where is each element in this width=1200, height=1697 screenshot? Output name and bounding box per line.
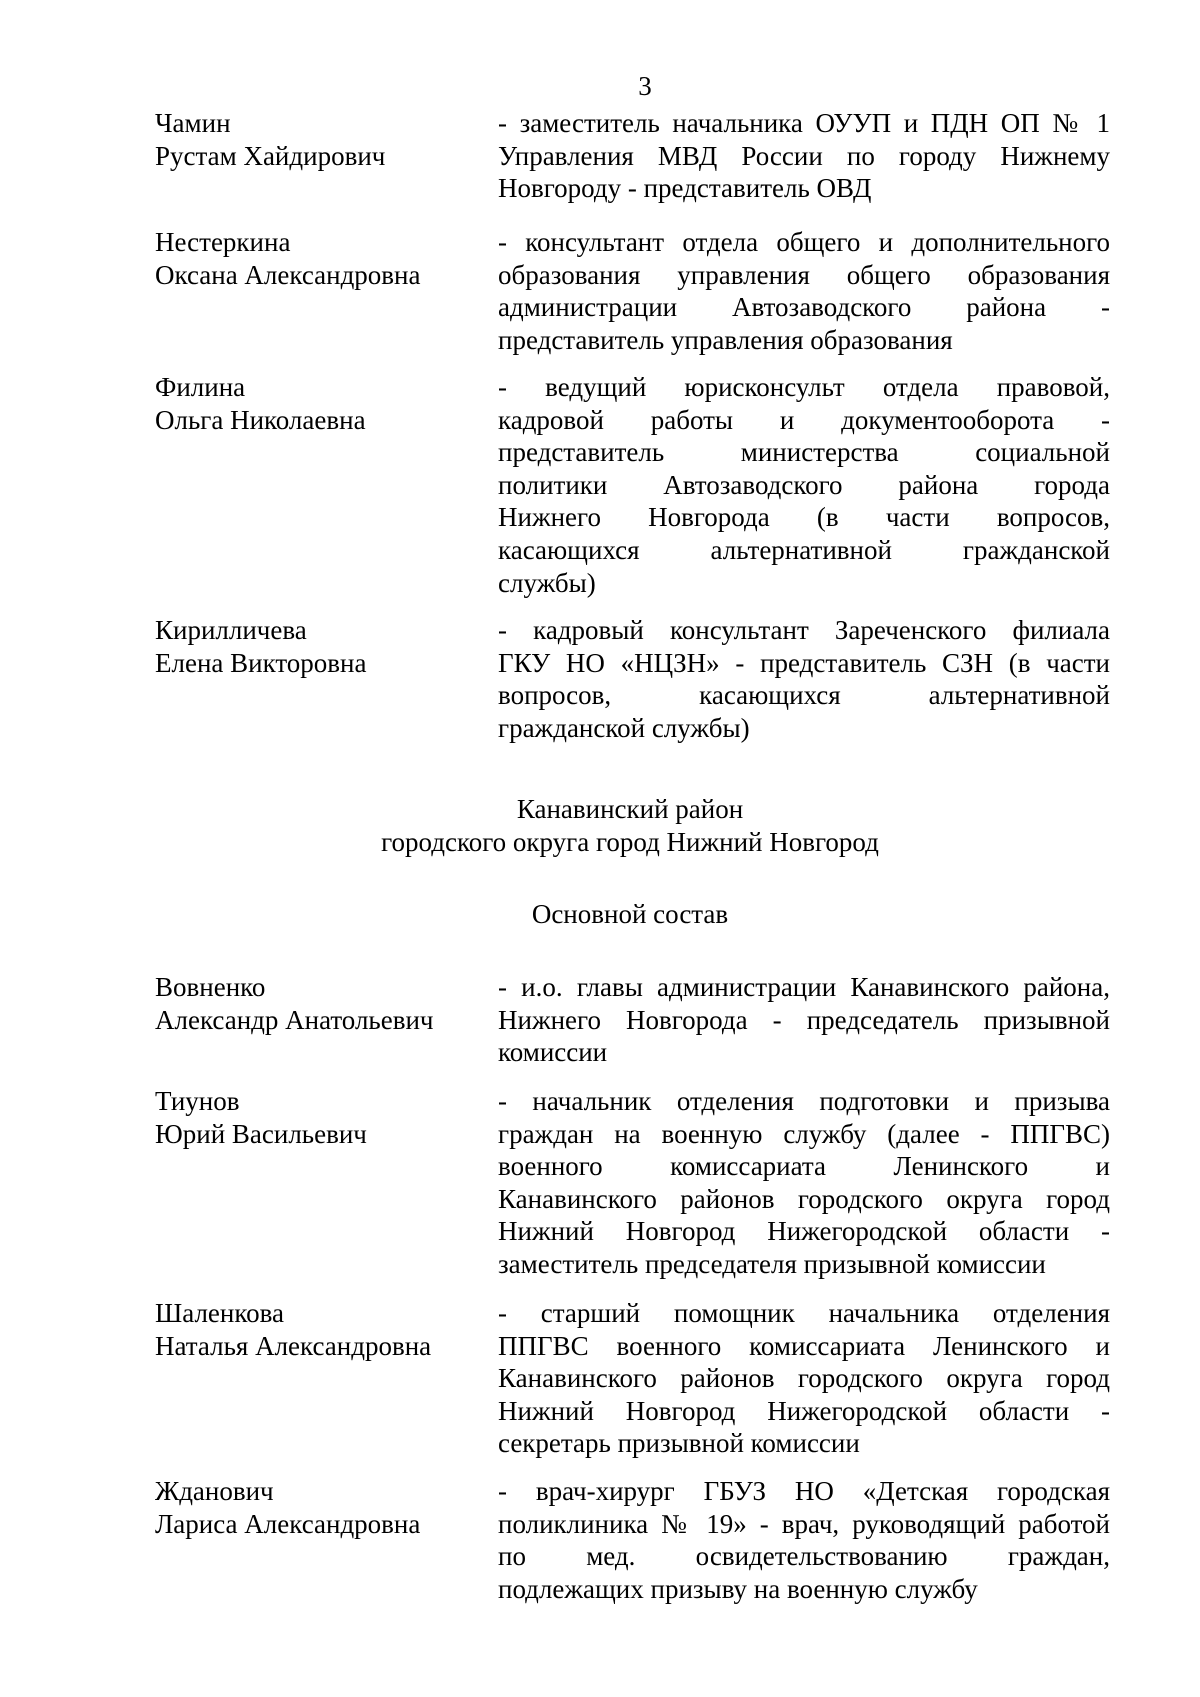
member-role [498,614,1110,744]
member-given-names: Юрий Васильевич [155,1118,367,1149]
role-line: Нижнего Новгорода (в части вопросов, [498,502,1110,533]
role-line: Новгороду - представитель ОВД [498,173,872,204]
member-surname: Нестеркина [155,227,291,257]
member-given-names: Оксана Александровна [155,259,421,290]
role-line: комиссии [498,1037,608,1068]
role-line: военного комиссариата Ленинского и [498,1151,1110,1182]
role-line: администрации Автозаводского района - [498,292,1110,323]
role-line: представитель управления образования [498,324,953,355]
role-line: - старший помощник начальника отделения [498,1298,1110,1328]
district-heading-line: городского округа город Нижний Новгород [381,827,879,857]
member-role [498,1475,1110,1605]
role-line: кадровой работы и документооборота - [498,404,1110,435]
district-heading-line: Канавинский район [516,794,744,824]
role-line: заместитель председателя призывной комиссии [498,1248,1046,1279]
role-line: службы) [498,567,596,598]
page-number: 3 [638,71,652,101]
section-subtitle: Основной состав [531,899,729,929]
member-role [498,107,1110,205]
member-given-names: Рустам Хайдирович [155,140,386,171]
member-surname: Чамин [155,108,231,138]
role-line: граждан на военную службу (далее - ППГВС) [498,1118,1110,1149]
role-line: - врач-хирург ГБУЗ НО «Детская городская [498,1476,1110,1506]
role-line: Управления МВД России по городу Нижнему [498,140,1110,171]
role-line: ППГВС военного комиссариата Ленинского и [498,1330,1110,1361]
role-line: политики Автозаводского района города [498,469,1110,500]
role-line: Нижний Новгород Нижегородской области - [498,1395,1110,1426]
role-line: - консультант отдела общего и дополнительного [498,227,1110,257]
role-line: Канавинского районов городского округа город [498,1363,1110,1394]
role-line: ГКУ НО «НЦЗН» - представитель СЗН (в части [498,647,1110,678]
member-role [498,226,1110,356]
role-line: - ведущий юрисконсульт отдела правовой, [498,372,1110,402]
member-surname: Шаленкова [155,1298,284,1328]
member-surname: Тиунов [155,1086,240,1116]
member-surname: Филина [155,372,246,402]
role-line: Канавинского районов городского округа город [498,1183,1110,1214]
member-given-names: Ольга Николаевна [155,404,366,435]
role-line: касающихся альтернативной гражданской [498,534,1110,565]
role-line: гражданской службы) [498,712,750,743]
role-line: Нижнего Новгорода - председатель призывной [498,1004,1110,1035]
role-line: - заместитель начальника ОУУП и ПДН ОП № 1 [498,108,1110,138]
member-name [155,971,485,1036]
role-line: вопросов, касающихся альтернативной [498,680,1110,711]
member-name [155,107,485,172]
member-role [498,371,1110,599]
role-line: Нижний Новгород Нижегородской области - [498,1216,1110,1247]
member-name [155,226,485,291]
member-given-names: Елена Викторовна [155,647,367,678]
role-line: по мед. освидетельствованию граждан, [498,1541,1110,1572]
member-surname: Кирилличева [155,615,307,645]
role-line: образования управления общего образования [498,259,1110,290]
member-name [155,1475,485,1540]
member-given-names: Лариса Александровна [155,1508,421,1539]
member-name [155,614,485,679]
member-surname: Жданович [155,1476,274,1506]
role-line: поликлиника № 19» - врач, руководящий работой [498,1508,1110,1539]
member-role [498,1085,1110,1281]
member-name [155,1085,485,1150]
role-line: - кадровый консультант Зареченского филиала [498,615,1110,645]
member-given-names: Александр Анатольевич [155,1004,434,1035]
role-line: - и.о. главы администрации Канавинского района, [498,972,1110,1002]
role-line: подлежащих призыву на военную службу [498,1573,978,1604]
role-line: - начальник отделения подготовки и призыва [498,1086,1110,1116]
member-role [498,971,1110,1069]
member-given-names: Наталья Александровна [155,1330,432,1361]
member-role [498,1297,1110,1460]
member-name [155,371,485,436]
role-line: секретарь призывной комиссии [498,1428,860,1459]
role-line: представитель министерства социальной [498,437,1110,468]
member-name [155,1297,485,1362]
member-surname: Вовненко [155,972,266,1002]
